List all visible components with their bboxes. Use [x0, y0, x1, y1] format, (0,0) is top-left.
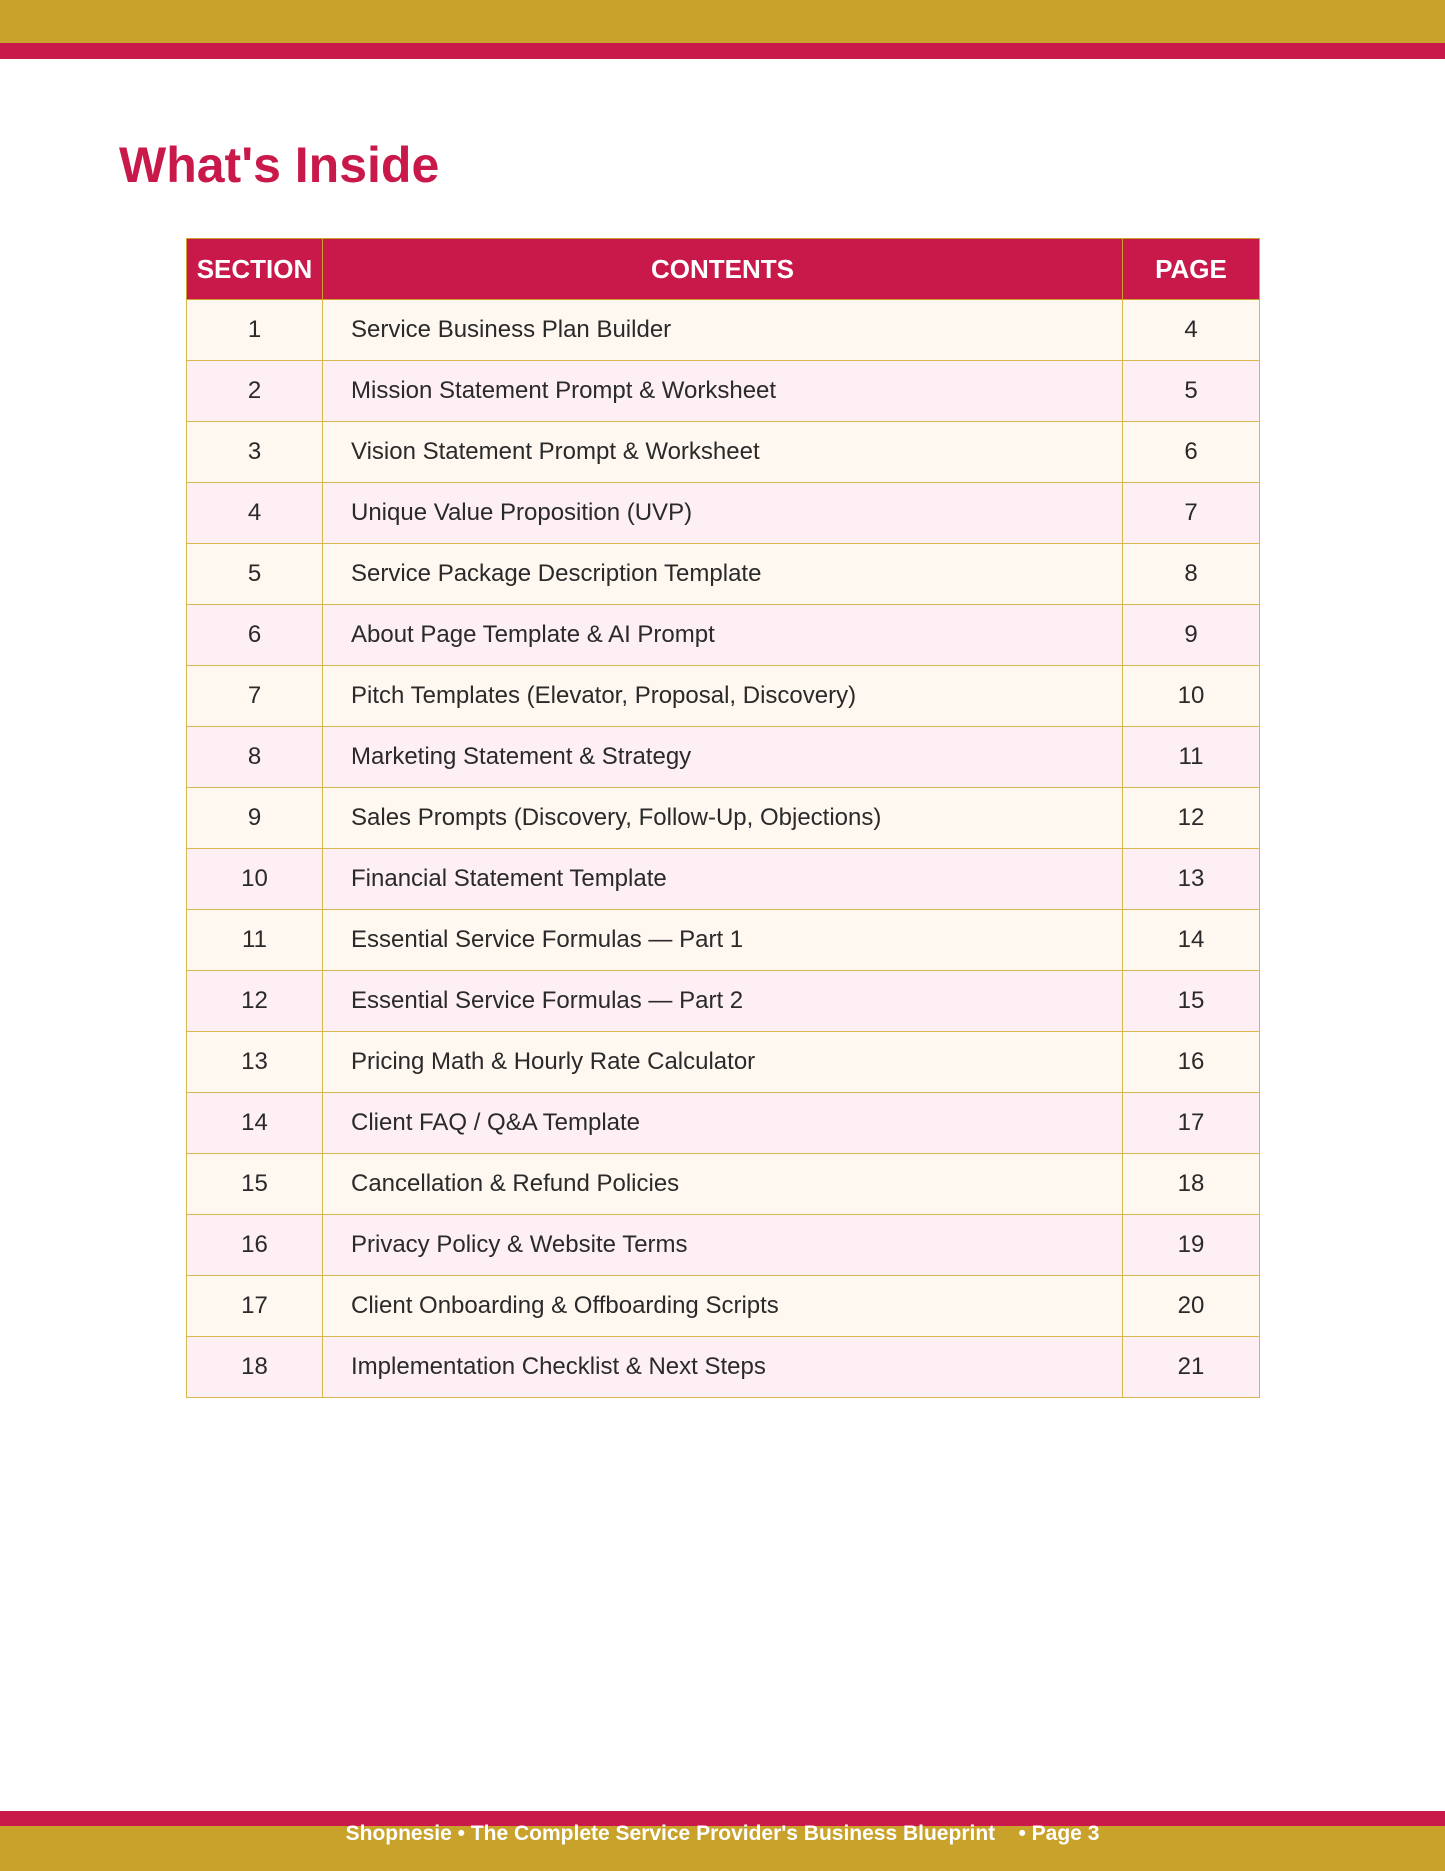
table-row [187, 1154, 1260, 1215]
section-number: 9 [187, 788, 323, 849]
page-number: 8 [1123, 544, 1260, 605]
header-page: PAGE [1123, 239, 1260, 300]
page-number: 12 [1123, 788, 1260, 849]
page-title: What's Inside [119, 137, 440, 193]
header-section: SECTION [187, 239, 323, 300]
section-title: About Page Template & AI Prompt [323, 605, 1123, 666]
section-number: 2 [187, 361, 323, 422]
section-title: Service Business Plan Builder [323, 300, 1123, 361]
table-row [187, 483, 1260, 544]
table-row [187, 544, 1260, 605]
table-header-row [187, 239, 1260, 300]
page-number: 14 [1123, 910, 1260, 971]
section-title: Sales Prompts (Discovery, Follow-Up, Objections) [323, 788, 1123, 849]
table-body [187, 300, 1260, 1398]
header-band-red [0, 43, 1445, 59]
table-row [187, 422, 1260, 483]
table-row [187, 361, 1260, 422]
section-number: 10 [187, 849, 323, 910]
table-row [187, 300, 1260, 361]
section-title: Client Onboarding & Offboarding Scripts [323, 1276, 1123, 1337]
page-number: 5 [1123, 361, 1260, 422]
section-number: 16 [187, 1215, 323, 1276]
page-number: 19 [1123, 1215, 1260, 1276]
section-number: 5 [187, 544, 323, 605]
page-number: 6 [1123, 422, 1260, 483]
page-number: 13 [1123, 849, 1260, 910]
section-number: 7 [187, 666, 323, 727]
section-title: Unique Value Proposition (UVP) [323, 483, 1123, 544]
page-number: 17 [1123, 1093, 1260, 1154]
page-number: 9 [1123, 605, 1260, 666]
page-number: 18 [1123, 1154, 1260, 1215]
section-title: Pitch Templates (Elevator, Proposal, Discovery) [323, 666, 1123, 727]
section-number: 3 [187, 422, 323, 483]
header-contents: CONTENTS [323, 239, 1123, 300]
table-row [187, 1276, 1260, 1337]
section-title: Marketing Statement & Strategy [323, 727, 1123, 788]
section-title: Pricing Math & Hourly Rate Calculator [323, 1032, 1123, 1093]
section-number: 11 [187, 910, 323, 971]
section-number: 15 [187, 1154, 323, 1215]
page-number: 4 [1123, 300, 1260, 361]
table-row [187, 666, 1260, 727]
contents-table [186, 238, 1260, 1398]
table-row [187, 910, 1260, 971]
section-number: 12 [187, 971, 323, 1032]
section-title: Client FAQ / Q&A Template [323, 1093, 1123, 1154]
section-title: Service Package Description Template [323, 544, 1123, 605]
table-row [187, 1337, 1260, 1398]
page-number: 21 [1123, 1337, 1260, 1398]
table-row [187, 971, 1260, 1032]
page-number: 7 [1123, 483, 1260, 544]
header-band-gold [0, 0, 1445, 43]
section-title: Privacy Policy & Website Terms [323, 1215, 1123, 1276]
section-title: Vision Statement Prompt & Worksheet [323, 422, 1123, 483]
page-number: 20 [1123, 1276, 1260, 1337]
table-row [187, 1032, 1260, 1093]
section-title: Essential Service Formulas — Part 2 [323, 971, 1123, 1032]
table-row [187, 849, 1260, 910]
section-number: 4 [187, 483, 323, 544]
section-title: Cancellation & Refund Policies [323, 1154, 1123, 1215]
section-number: 17 [187, 1276, 323, 1337]
page-number: 11 [1123, 727, 1260, 788]
page-number: 16 [1123, 1032, 1260, 1093]
section-number: 8 [187, 727, 323, 788]
footer-text: Shopnesie • The Complete Service Provider's Business Blueprint • Page 3 [345, 1822, 1100, 1845]
page-number: 15 [1123, 971, 1260, 1032]
table-row [187, 1093, 1260, 1154]
section-title: Mission Statement Prompt & Worksheet [323, 361, 1123, 422]
table-row [187, 605, 1260, 666]
section-title: Financial Statement Template [323, 849, 1123, 910]
section-number: 14 [187, 1093, 323, 1154]
section-number: 6 [187, 605, 323, 666]
page-number: 10 [1123, 666, 1260, 727]
table-row [187, 1215, 1260, 1276]
section-number: 1 [187, 300, 323, 361]
section-title: Implementation Checklist & Next Steps [323, 1337, 1123, 1398]
table-row [187, 788, 1260, 849]
section-number: 13 [187, 1032, 323, 1093]
section-number: 18 [187, 1337, 323, 1398]
table-row [187, 727, 1260, 788]
section-title: Essential Service Formulas — Part 1 [323, 910, 1123, 971]
